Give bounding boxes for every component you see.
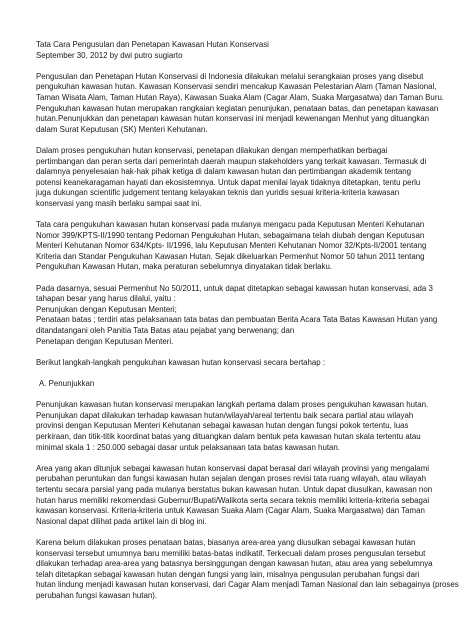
paragraph-regulation (36, 220, 440, 273)
paragraph-process (36, 146, 440, 210)
text-line: Pengukuhan Kawasan Hutan, maka peraturan sebelumnya dinyatakan tidak berlaku. (36, 262, 333, 272)
text-line: perubahan peruntukan dan fungsi kawasan hutan sejalan dengan proses revisi tata ruang wilayah, atau wilayah (36, 474, 426, 484)
paragraph-area (36, 464, 440, 528)
article-title: Tata Cara Pengusulan dan Penetapan Kawasan Hutan Konservasi (36, 40, 269, 49)
text-line: perubahan fungsi kawasan hutan). (36, 590, 158, 600)
text-line: Kriteria dan Standar Pengukuhan Kawasan Hutan. Sejak dikeluarkan Permenhut Nomor 50 tahun 2011 tentang (36, 251, 425, 261)
text-line: Area yang akan ditunjuk sebagai kawasan hutan konservasi dapat berasal dari wilayah provinsi yang mengalami (36, 463, 430, 473)
text-line: hutan harus memiliki rekomendasi Gubernur/Bupati/Walikota serta secara teknis memiliki kriteria-kriteria sebagai (36, 495, 430, 505)
text-line: Berikut langkah-langkah pengukuhan kawasan hutan konservasi secara bertahap : (36, 357, 326, 367)
text-line: pengukuhan kawasan hutan. Kawasan Konservasi sendiri mencakup Kawasan Pelestarian Alam (Taman Nasional, (36, 82, 437, 92)
text-line: dalam Surat Keputusan (SK) Menteri Kehutanan. (36, 124, 208, 134)
text-line: Pada dasarnya, sesuai Permenhut No 50/2011, untuk dapat ditetapkan sebagai kawasan hutan konservasi, ada 3 (36, 283, 433, 293)
paragraph-steps-intro (36, 358, 440, 369)
paragraph-boundaries (36, 537, 459, 602)
text-line: Penunjukan kawasan hutan konservasi merupakan langkah pertama dalam proses pengukuhan kawasan hutan. (36, 400, 429, 410)
text-line: Menteri Kehutanan Nomor 634/Kpts- II/1996, lalu Keputusan Menteri Kehutanan Nomor 32/Kpts-II/2001 tentang (36, 241, 427, 251)
text-line: tertentu secara parsial yang pada mulanya berstatus bukan kawasan hutan. Untuk dapat diusulkan, kawasan non (36, 484, 433, 494)
text-line: Nomor 399/KPTS-II/1990 tentang Pedoman Pengukuhan Hutan, sebagaimana telah diubah dengan Keputusan (36, 230, 425, 240)
text-line: perkiraan, dan titik-titik koordinat batas yang dituangkan dalam bentuk peta kawasan hutan skala tertentu atau (36, 431, 421, 441)
list-item: Penetapan dengan Keputusan Menteri. (36, 336, 174, 346)
section-title: A. Penunjukkan (39, 379, 95, 388)
text-line: Nasional dapat dilihat pada artikel lain di blog ini. (36, 516, 207, 526)
text-line: provinsi dengan Keputusan Menteri Kehutanan sebagai kawasan hutan dengan fungsi pokok tertentu, luas (36, 421, 409, 431)
list-item: Penataan batas ; terdiri atas pelaksanaan tata batas dan pembuatan Berita Acara Tata Batas Kawasan Hutan yang (36, 315, 438, 325)
paragraph-intro (36, 71, 445, 136)
text-line: Penunjukan dapat dilakukan terhadap kawasan hutan/wilayah/areal tertentu baik secara partial atau wilayah (36, 410, 414, 420)
stages-list (36, 284, 440, 348)
article-byline: September 30, 2012 by dwi putro sugiarto (36, 50, 183, 60)
list-item: Penunjukan dengan Keputusan Menteri; (36, 304, 177, 314)
text-line: potensi keanekaragaman hayati dan ekosistemnya. Untuk dapat menilai layak tidaknya ditetapkan, tentu perlu (36, 177, 421, 187)
text-line: Dalam proses pengukuhan hutan konservasi, penetapan dilakukan dengan memperhatikan berbagai (36, 145, 388, 155)
text-line: Karena belum dilakukan proses penataan batas, biasanya area-area yang diusulkan sebagai kawasan hutan (36, 537, 416, 547)
text-line: Taman Wisata Alam, Taman Hutan Raya), Kawasan Suaka Alam (Cagar Alam, Suaka Margasatwa) dan Taman Buru. (36, 92, 445, 102)
paragraph-penunjukan (36, 400, 440, 453)
text-line: Pengusulan dan Penetapan Hutan Konservasi di Indonesia dilakukan melalui serangkaian proses yang disebut (36, 71, 424, 81)
text-line: telah ditetapkan sebagai kawasan hutan dengan fungsi yang lain, misalnya pengusulan perubahan fungsi dari (36, 569, 420, 579)
text-line: kawasan konservasi. Kriteria-kriteria untuk Kawasan Suaka Alam (Cagar Alam, Suaka Margasatwa) dan Taman (36, 506, 425, 516)
text-line: konservasi tersebut umumnya baru memiliki batas-batas indikatif. Terkecuali dalam proses pengusulan tersebut (36, 548, 426, 558)
text-line: dilakukan terhadap area-area yang batasnya bersinggungan dengan kawasan hutan, atau area yang sebelumnya (36, 559, 433, 569)
section-heading-a (36, 379, 440, 390)
text-line: Tata cara pengukuhan kawasan hutan konservasi pada mulanya mengacu pada Keputusan Menteri Kehutanan (36, 220, 425, 230)
article-header (36, 40, 440, 61)
text-line: minimal skala 1 : 250.000 sebagai dasar untuk pelaksanaan tata batas kawasan hutan. (36, 442, 340, 452)
text-line: Pengukuhan kawasan hutan merupakan rangkaian kegiatan penunjukan, penataan batas, dan penetapan kawasan (36, 103, 439, 113)
text-line: hutan.Penunjukkan dan penetapan kawasan hutan konservasi ini menjadi kewenangan Menhut yang dituangkan (36, 114, 430, 124)
text-line: tahapan besar yang harus dilalui, yaitu : (36, 294, 176, 304)
text-line: konservasi yang masih berlaku sampai saat ini. (36, 198, 202, 208)
text-line: hutan lindung menjadi kawasan hutan konservasi, dari Cagar Alam menjadi Taman Nasional dan lain sebagainya (proses (36, 580, 459, 590)
text-line: pertimbangan dan peran serta dari pemerintah daerah maupun stakeholders yang terkait kawasan. Termasuk di (36, 156, 427, 166)
list-item: ditandatangani oleh Panitia Tata Batas atau pejabat yang berwenang; dan (36, 326, 295, 336)
text-line: juga dukungan scientific judgement tentang kelayakan teknis dan yuridis sesuai kriteria-kriteria kawasan (36, 188, 400, 198)
text-line: dalamnya penyelesaian hak-hak pihak ketiga di dalam kawasan hutan dan pertimbangan akademik tentang (36, 167, 412, 177)
